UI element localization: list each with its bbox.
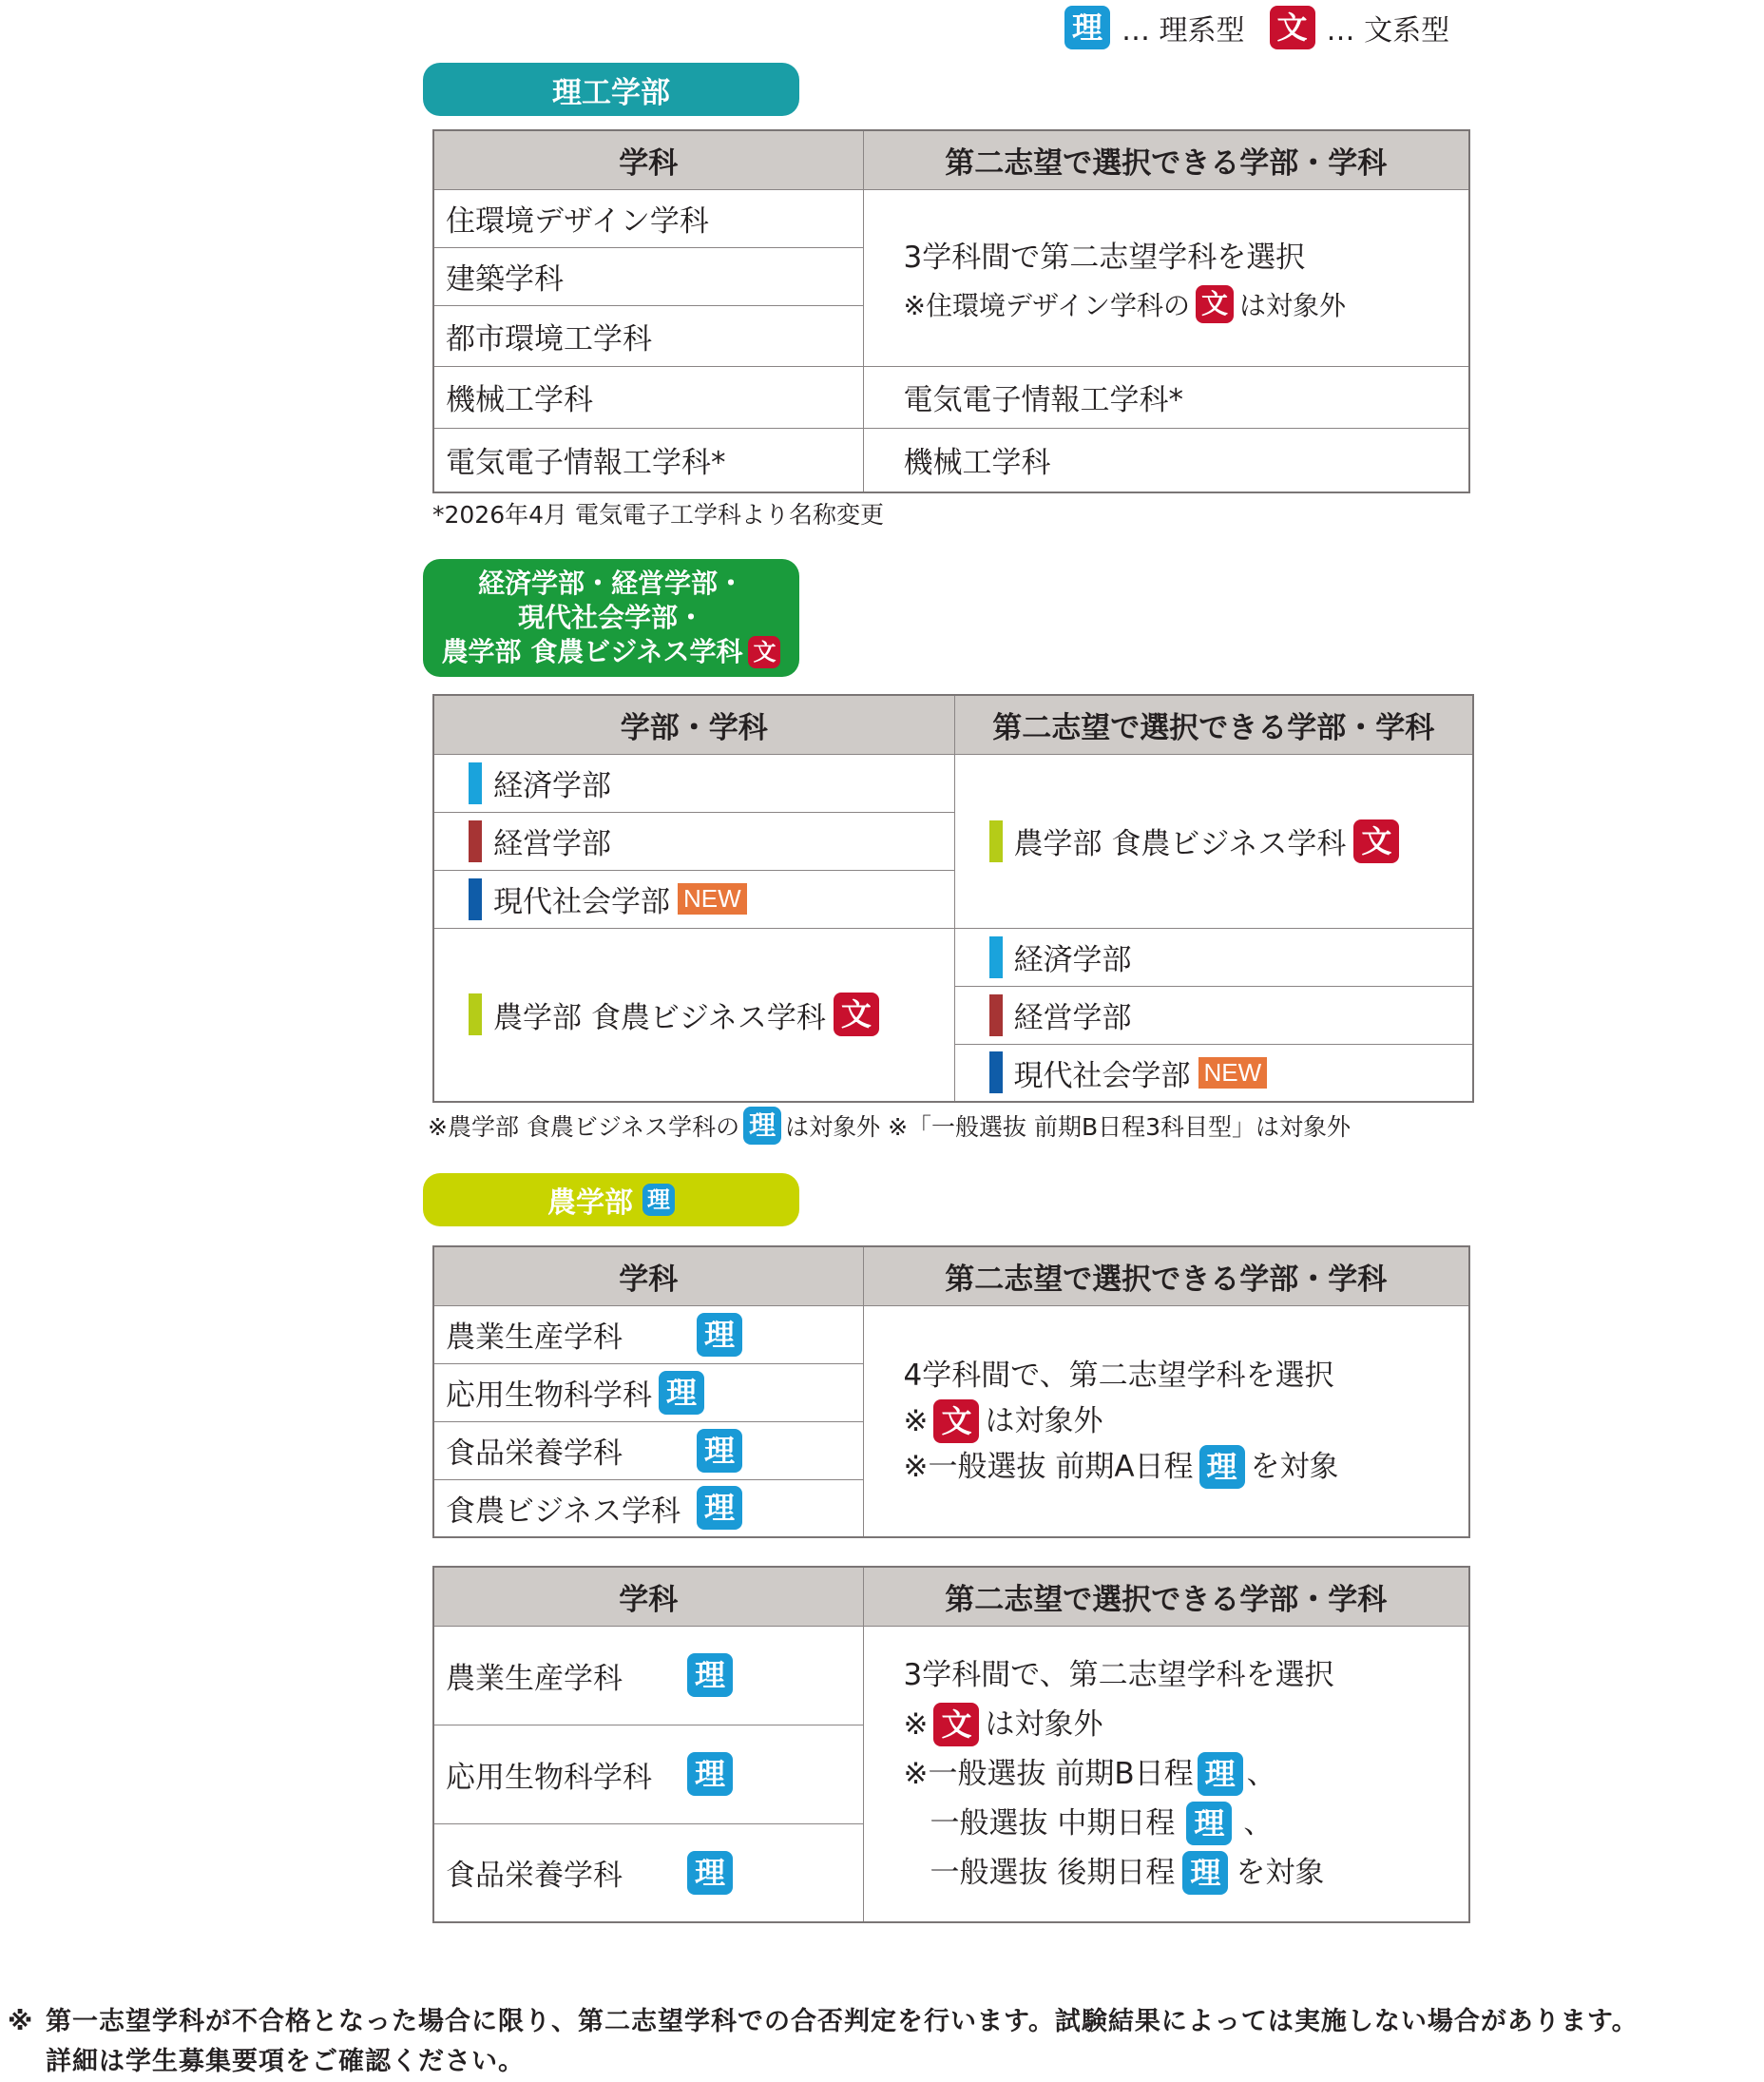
- ri-badge: 理: [697, 1429, 742, 1473]
- color-bar-gendai: [989, 1051, 1003, 1093]
- table-row: 都市環境工学科: [433, 305, 863, 366]
- ri-badge: 理: [687, 1851, 733, 1895]
- ri-badge: 理: [687, 1752, 733, 1796]
- bun-legend-text: … 文系型: [1326, 14, 1450, 48]
- new-badge: NEW: [1198, 1057, 1268, 1089]
- table-row: 建築学科: [433, 247, 863, 305]
- group-line-4: [904, 1799, 1469, 1848]
- group-line-3a: ※一般選抜 前期B日程: [903, 1756, 1194, 1791]
- legend: [1064, 6, 1449, 49]
- second-choice-group-cell: [863, 189, 1469, 366]
- second-choice-cell: [954, 1044, 1473, 1102]
- table-nougaku-a: [432, 1245, 1470, 1538]
- col-header-gakka: 学科: [433, 1567, 863, 1626]
- footnote-rename: *2026年4月 電気電子工学科より名称変更: [432, 501, 884, 529]
- pill-line-1: 経済学部・経営学部・: [477, 568, 744, 599]
- color-bar-keizai: [469, 762, 482, 804]
- table-row: 電気電子情報工学科*: [433, 428, 863, 492]
- bun-badge: 文: [933, 1399, 979, 1443]
- table-row: [433, 812, 954, 870]
- table-row: [433, 928, 954, 1102]
- footnote-bunkei: [428, 1107, 1351, 1145]
- table-row: [433, 754, 954, 812]
- bun-badge: 文: [748, 636, 780, 668]
- ri-badge: 理: [687, 1653, 733, 1697]
- table-row: [433, 1421, 863, 1479]
- section-pill-rikou: [423, 63, 799, 116]
- faculty-label: 農学部 食農ビジネス学科: [493, 1000, 826, 1035]
- section-pill-nougaku: [423, 1173, 799, 1226]
- group-line-3b: 、: [1246, 1756, 1276, 1791]
- dept-label: 食品栄養学科: [446, 1436, 623, 1471]
- dept-label: 農業生産学科: [446, 1661, 623, 1696]
- second-choice-group-cell: [863, 1626, 1469, 1922]
- pill-label: 農学部: [547, 1186, 633, 1220]
- dept-label: 食農ビジネス学科: [446, 1494, 681, 1529]
- note-mark: ※: [8, 2007, 34, 2036]
- group-line-5b: を対象: [1236, 1855, 1325, 1890]
- group-line-3a: ※一般選抜 前期A日程: [903, 1449, 1194, 1484]
- group-line-3b: を対象: [1250, 1449, 1339, 1484]
- group-line-2b: は対象外: [985, 1706, 1103, 1742]
- group-line-2b: は対象外: [1239, 289, 1347, 321]
- group-line-2: [904, 1398, 1469, 1444]
- bottom-note: [8, 2002, 1756, 2082]
- ri-badge: 理: [1186, 1802, 1232, 1845]
- ri-badge: 理: [743, 1107, 781, 1145]
- group-line-4b: 、: [1243, 1805, 1274, 1841]
- table-row: [433, 1305, 863, 1363]
- group-line-5a: 一般選抜 後期日程: [930, 1855, 1176, 1890]
- faculty-label: 現代社会学部: [493, 885, 670, 919]
- color-bar-shokunou: [469, 993, 482, 1035]
- faculty-label: 経営学部: [493, 827, 611, 861]
- ri-badge: 理: [642, 1184, 675, 1216]
- table-bunkei: [432, 694, 1474, 1103]
- color-bar-keiei: [469, 820, 482, 862]
- group-line-1: 3学科間で、第二志望学科を選択: [903, 1657, 1334, 1692]
- second-choice-cell: 機械工学科: [863, 428, 1469, 492]
- table-nougaku-b: [432, 1566, 1470, 1923]
- table-rikou: [432, 129, 1470, 493]
- table-row: [433, 1725, 863, 1823]
- bun-badge: 文: [1196, 285, 1234, 323]
- dept-label: 農業生産学科: [446, 1321, 623, 1355]
- col-header-faculty: 学部・学科: [433, 695, 954, 754]
- col-header-gakka: 学科: [433, 130, 863, 189]
- table-row: [433, 1823, 863, 1922]
- col-header-second-choice: 第二志望で選択できる学部・学科: [863, 130, 1469, 189]
- second-choice-cell: 電気電子情報工学科*: [863, 366, 1469, 428]
- faculty-label: 現代社会学部: [1013, 1058, 1191, 1093]
- color-bar-shokunou: [989, 820, 1003, 862]
- group-line-2: [904, 1700, 1469, 1749]
- ri-badge: 理: [1182, 1851, 1228, 1895]
- dept-label: 応用生物科学科: [446, 1760, 652, 1795]
- table-row: [433, 1479, 863, 1537]
- note-text: 第一志望学科が不合格となった場合に限り、第二志望学科での合否判定を行います。試験結果によっては実施しない場合があります。: [46, 2007, 1639, 2036]
- group-line-1: 4学科間で、第二志望学科を選択: [903, 1358, 1334, 1393]
- faculty-label: 経営学部: [1013, 1001, 1132, 1035]
- second-choice-cell: [954, 986, 1473, 1044]
- second-choice-cell: [954, 754, 1473, 928]
- new-badge: NEW: [678, 883, 747, 915]
- second-choice-cell: [954, 928, 1473, 986]
- table-row: 機械工学科: [433, 366, 863, 428]
- color-bar-keiei: [989, 994, 1003, 1036]
- faculty-label: 農学部 食農ビジネス学科: [1013, 827, 1347, 861]
- pill-line-2: 現代社会学部・: [517, 602, 704, 633]
- group-line-2a: ※: [903, 1706, 929, 1742]
- group-line-2a: ※住環境デザイン学科の: [903, 289, 1191, 321]
- ri-badge: 理: [1199, 1445, 1245, 1489]
- color-bar-keizai: [989, 936, 1003, 978]
- bun-badge: 文: [1270, 6, 1315, 49]
- section-pill-bunkei: [423, 559, 799, 677]
- group-line-3: [904, 1749, 1469, 1799]
- ri-badge: 理: [697, 1313, 742, 1357]
- bun-badge: 文: [834, 993, 879, 1036]
- col-header-second-choice: 第二志望で選択できる学部・学科: [863, 1246, 1469, 1305]
- col-header-gakka: 学科: [433, 1246, 863, 1305]
- group-line-5: [904, 1848, 1469, 1898]
- pill-label: 理工学部: [552, 75, 670, 110]
- color-bar-gendai: [469, 878, 482, 920]
- col-header-second-choice: 第二志望で選択できる学部・学科: [954, 695, 1473, 754]
- pill-line-3: [442, 635, 781, 669]
- col-header-second-choice: 第二志望で選択できる学部・学科: [863, 1567, 1469, 1626]
- ri-legend-text: … 理系型: [1122, 14, 1245, 48]
- table-row: [433, 1626, 863, 1725]
- group-line-2: [904, 285, 1469, 323]
- bottom-note-line-2: 詳細は学生募集要項をご確認ください。: [46, 2047, 525, 2076]
- note-b: は対象外 ※「一般選抜 前期B日程3科目型」は対象外: [785, 1113, 1352, 1141]
- group-line-2a: ※: [903, 1403, 929, 1438]
- ri-badge: 理: [1198, 1752, 1243, 1796]
- ri-badge: 理: [697, 1486, 742, 1530]
- note-a: ※農学部 食農ビジネス学科の: [428, 1113, 740, 1141]
- group-line-3: [904, 1444, 1469, 1490]
- bun-badge: 文: [933, 1703, 979, 1746]
- second-choice-group-cell: [863, 1305, 1469, 1537]
- faculty-label: 経済学部: [493, 769, 611, 803]
- table-row: [433, 1363, 863, 1421]
- group-line-1: 3学科間で第二志望学科を選択: [903, 240, 1306, 275]
- table-row: 住環境デザイン学科: [433, 189, 863, 247]
- dept-label: 応用生物科学科: [446, 1378, 652, 1413]
- dept-label: 食品栄養学科: [446, 1859, 623, 1894]
- table-row: [433, 870, 954, 928]
- group-line-2b: は対象外: [985, 1403, 1103, 1438]
- bottom-note-line-1: [8, 2002, 1756, 2042]
- bun-badge: 文: [1353, 819, 1399, 863]
- group-line-4a: 一般選抜 中期日程: [930, 1805, 1176, 1841]
- ri-badge: 理: [659, 1371, 704, 1415]
- pill-line-3-text: 農学部 食農ビジネス学科: [441, 636, 743, 667]
- faculty-label: 経済学部: [1013, 943, 1132, 977]
- ri-badge: 理: [1064, 6, 1110, 49]
